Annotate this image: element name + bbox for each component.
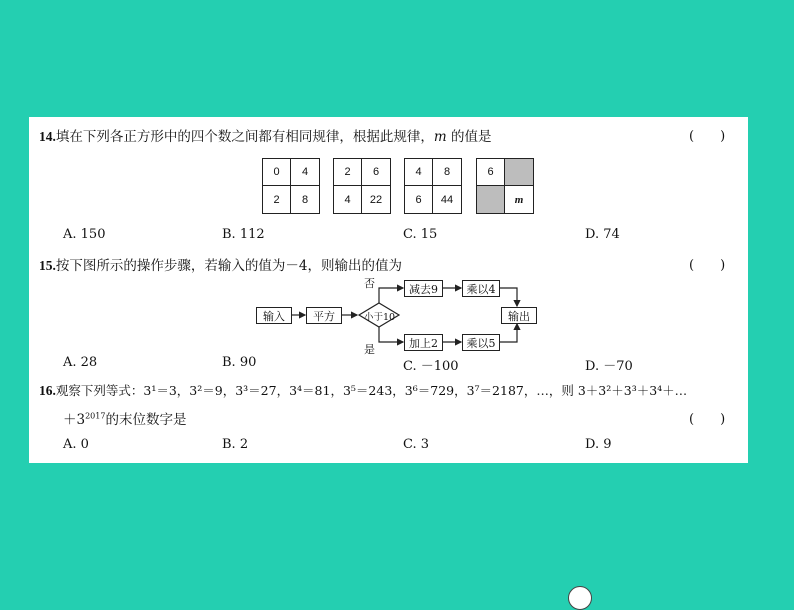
q15-answer-paren: ( ) — [689, 258, 726, 273]
grid-cell: 44 — [440, 193, 454, 206]
q15-text: 按下图所示的操作步骤，若输入的值为－4，则输出的值为 — [55, 258, 402, 274]
flow-condition-label: 小于10 — [364, 312, 396, 323]
q16-exponent: 2017 — [85, 411, 106, 421]
flow-subtract9-box: 减去9 — [404, 280, 443, 297]
q14-grid-3 — [404, 158, 462, 214]
flow-yes-label: 是 — [364, 343, 375, 356]
q14-grid-2 — [333, 158, 391, 214]
q14-option-b: B. 112 — [222, 227, 265, 242]
q15-option-d: D. －70 — [585, 359, 633, 374]
grid-cell: 2 — [263, 186, 291, 213]
q16-number: 16. — [39, 383, 56, 398]
flow-multiply4-box: 乘以4 — [462, 280, 500, 297]
q16-option-a: A. 0 — [63, 437, 89, 452]
flow-add2-box: 加上2 — [404, 334, 443, 351]
q14-grid-1 — [262, 158, 320, 214]
flow-multiply5-box: 乘以5 — [462, 334, 500, 351]
flow-no-label: 否 — [364, 277, 375, 290]
q16-option-c: C. 3 — [403, 437, 430, 452]
q15-stem — [39, 254, 402, 274]
q14-option-d: D. 74 — [585, 227, 620, 242]
grid-cell: 8 — [433, 159, 461, 186]
question-card — [29, 117, 748, 463]
grid-cell: 6 — [362, 159, 390, 186]
q16-stem-line1 — [39, 381, 687, 399]
q15-number: 15. — [39, 258, 56, 273]
q16-stem-line2 — [63, 408, 186, 428]
q14-variable: m — [433, 129, 447, 145]
q16-text-line1: 观察下列等式：3¹＝3，3²＝9，3³＝27，3⁴＝81，3⁵＝243，3⁶＝729，3⁷＝2187，…，则 3＋3²＋3³＋3⁴＋… — [55, 383, 688, 398]
grid-cell: 2 — [334, 159, 362, 186]
q16-answer-paren: ( ) — [689, 412, 726, 427]
flow-square-box: 平方 — [306, 307, 342, 324]
q15-option-b: B. 90 — [222, 355, 257, 370]
grid-cell-m: m — [514, 193, 524, 206]
q14-text-end: 的值是 — [446, 129, 492, 145]
grid-cell: 8 — [301, 193, 309, 206]
grid-cell: 4 — [334, 186, 362, 213]
grid-cell-shaded — [505, 159, 533, 186]
q16-option-d: D. 9 — [585, 437, 612, 452]
grid-cell-shaded — [477, 186, 505, 213]
mascot-decoration — [568, 586, 592, 610]
q14-grid-4 — [476, 158, 534, 214]
grid-cell: 4 — [291, 159, 319, 186]
q16-text-line2: 的末位数字是 — [105, 412, 187, 428]
flow-output-box: 输出 — [501, 307, 537, 324]
q16-sum-prefix: ＋3 — [63, 412, 86, 428]
grid-cell: 6 — [477, 159, 505, 186]
q15-flowchart — [254, 277, 554, 356]
q14-option-a: A. 150 — [63, 227, 106, 242]
grid-cell: 6 — [405, 186, 433, 213]
q16-option-b: B. 2 — [222, 437, 249, 452]
grid-cell: 0 — [263, 159, 291, 186]
flow-input-box: 输入 — [256, 307, 292, 324]
grid-cell: 22 — [369, 193, 383, 206]
q14-option-c: C. 15 — [403, 227, 438, 242]
q14-text: 填在下列各正方形中的四个数之间都有相同规律，根据此规律， — [55, 129, 434, 145]
grid-cell: 4 — [405, 159, 433, 186]
q14-stem — [39, 125, 491, 145]
q15-option-a: A. 28 — [63, 355, 98, 370]
q14-number: 14. — [39, 129, 56, 144]
q15-option-c: C. －100 — [403, 359, 459, 374]
q14-answer-paren: ( ) — [689, 129, 726, 144]
